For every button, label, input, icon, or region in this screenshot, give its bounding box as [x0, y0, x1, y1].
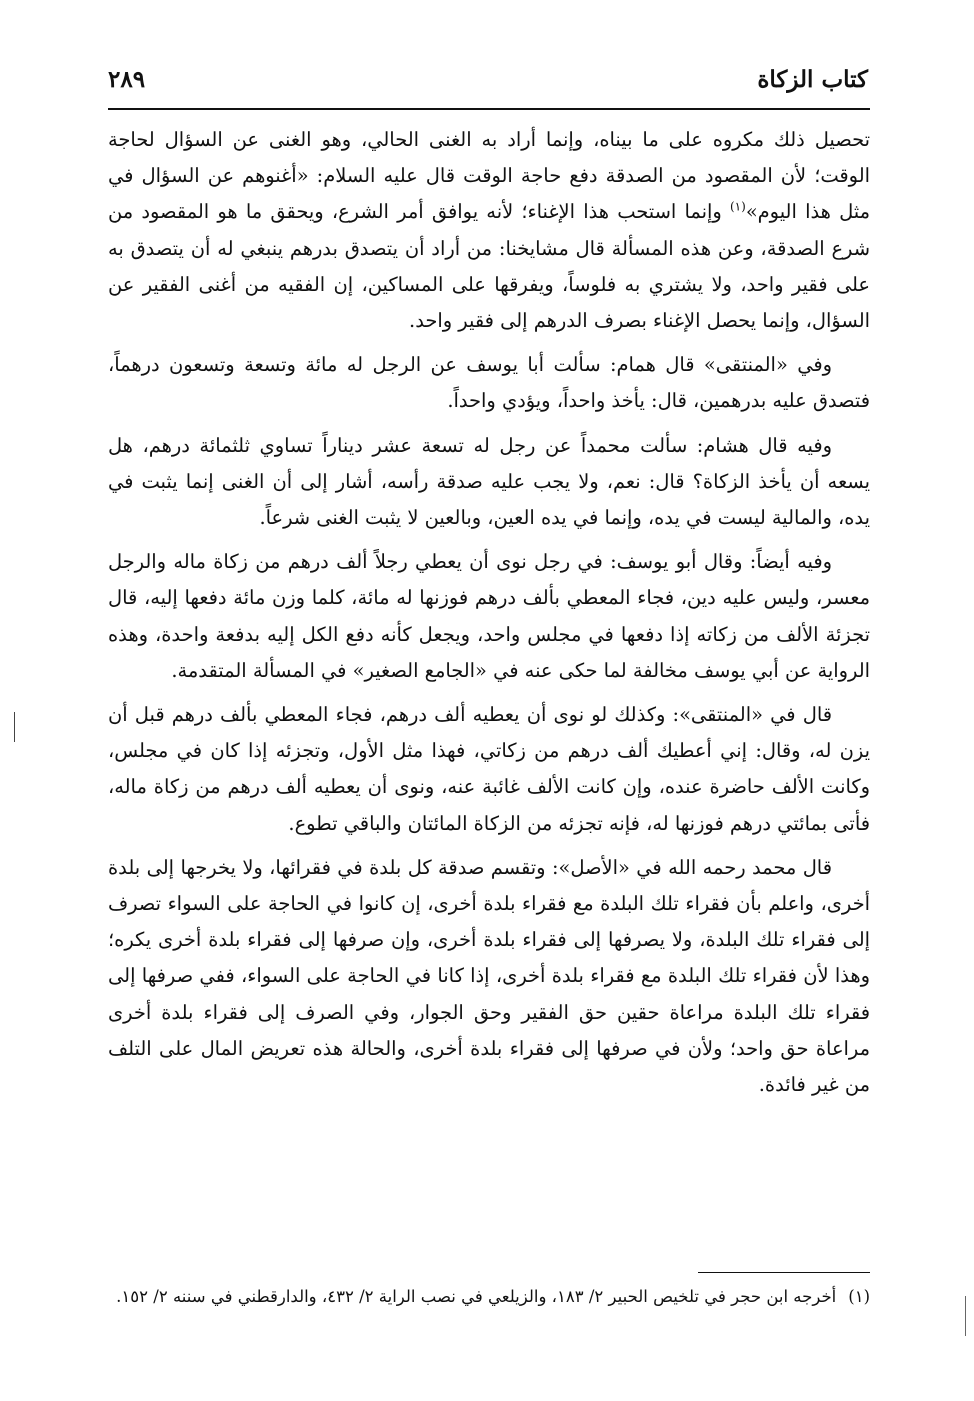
main-text [108, 122, 870, 1111]
paragraph-text: وإنما استحب هذا الإغناء؛ لأنه يوافق أمر الشرع، ويحقق ما هو المقصود من شرع الصدقة، وعن هذه المسألة قال مشايخنا: من أراد أن يتصدق بدرهم ينبغي له أن يتصدق به على فقير واحد، ولا يشتري به فلوساً، ويفرقها على المساكين، إن الفقيه من أغنى الفقير عن السؤال، وإنما يحصل الإغناء بصرف الدرهم إلى فقير واحد. [108, 200, 870, 333]
paragraph-text: تحصيل ذلك مكروه على ما بيناه، وإنما أراد به الغنى الحالي، وهو الغنى عن السؤال لحاجة الوقت؛ لأن المقصود من الصدقة دفع حاجة الوقت قال عليه السلام: «أغنوهم عن السؤال في مثل هذا اليوم» [108, 128, 870, 224]
running-title: كتاب الزكاة [757, 66, 868, 93]
header-rule [108, 108, 870, 110]
paragraph: قال محمد رحمه الله في «الأصل»: وتقسم صدقة كل بلدة في فقرائها، ولا يخرجها إلى بلدة أخرى، واعلم بأن فقراء تلك البلدة مع فقراء بلدة أخرى، إن كانوا في الحاجة على السواء تصرف إلى فقراء تلك البلدة، ولا يصرفها إلى فقراء بلدة أخرى، وإن صرفها إلى فقراء بلدة أخرى يكره؛ وهذا لأن فقراء تلك البلدة مع فقراء بلدة أخرى، إذا كانا في الحاجة على السواء، ففي صرفها إلى فقراء تلك البلدة مراعاة حقين حق الفقير وحق الجوار، وفي الصرف إلى فقراء بلدة أخرى مراعاة حق واحد؛ ولأن في صرفها إلى فقراء بلدة أخرى، والحالة هذه تعريض المال على التلف من غير فائدة. [108, 855, 870, 1097]
footnote [108, 1282, 870, 1312]
footnote-text: أخرجه ابن حجر في تلخيص الحبير ٢/ ١٨٣، والزيلعي في نصب الراية ٢/ ٤٣٢، والدارقطني في سننه ٢/ ١٥٢. [116, 1287, 837, 1306]
paragraph: قال في «المنتقى»: وكذلك لو نوى أن يعطيه ألف درهم، فجاء المعطي بألف درهم قبل أن يزن له، وقال: إني أعطيك ألف درهم من زكاتي، فهذا مثل الأول، وتجزئه إذا كان في مجلس، وكانت الألف حاضرة عنده، وإن كانت الألف غائبة عنه، ونوى أن يعطيه ألف درهم من زكاة ماله، فأتى بمائتي درهم فوزنها له، فإنه تجزئه من الزكاة المائتان والباقي تطوع. [108, 703, 870, 835]
paragraph: وفي «المنتقى» قال همام: سألت أبا يوسف عن الرجل له مائة وتسعة وتسعون درهماً، فتصدق عليه بدرهمين، قال: يأخذ واحداً، ويؤدي واحداً. [108, 353, 870, 413]
page-number: ٢٨٩ [108, 66, 146, 93]
scan-margin-mark [965, 1296, 966, 1336]
page-header [108, 62, 868, 102]
paragraph: وفيه قال هشام: سألت محمداً عن رجل له تسعة عشر ديناراً تساوي ثلثمائة درهم، هل يسعه أن يأخذ الزكاة؟ قال: نعم، ولا يجب عليه صدقة رأسه، أشار إلى أن الغنى إنما يثبت في يده، والمالية ليست في يده، وإنما في يده العين، وبالعين لا يثبت الغنى شرعاً. [108, 433, 870, 530]
footnotes [108, 1282, 870, 1312]
paragraph [108, 122, 870, 339]
footnote-separator [698, 1272, 870, 1273]
footnote-number: (١) [848, 1287, 870, 1306]
scan-margin-mark [14, 712, 15, 742]
footnote-reference[interactable]: (١) [729, 199, 746, 214]
paragraph: وفيه أيضاً: وقال أبو يوسف: في رجل نوى أن يعطي رجلاً ألف درهم من زكاة ماله والرجل معسر، وليس عليه دين، فجاء المعطي بألف درهم فوزنها له مائة، كلما وزن مائة دفعها إليه، قال تجزئة الألف من زكاته إذا دفعها في مجلس واحد، ويجعل كأنه دفع الكل إليه بدفعة واحدة، وهذه الرواية عن أبي يوسف مخالفة لما حكى عنه في «الجامع الصغير» في المسألة المتقدمة. [108, 550, 870, 682]
